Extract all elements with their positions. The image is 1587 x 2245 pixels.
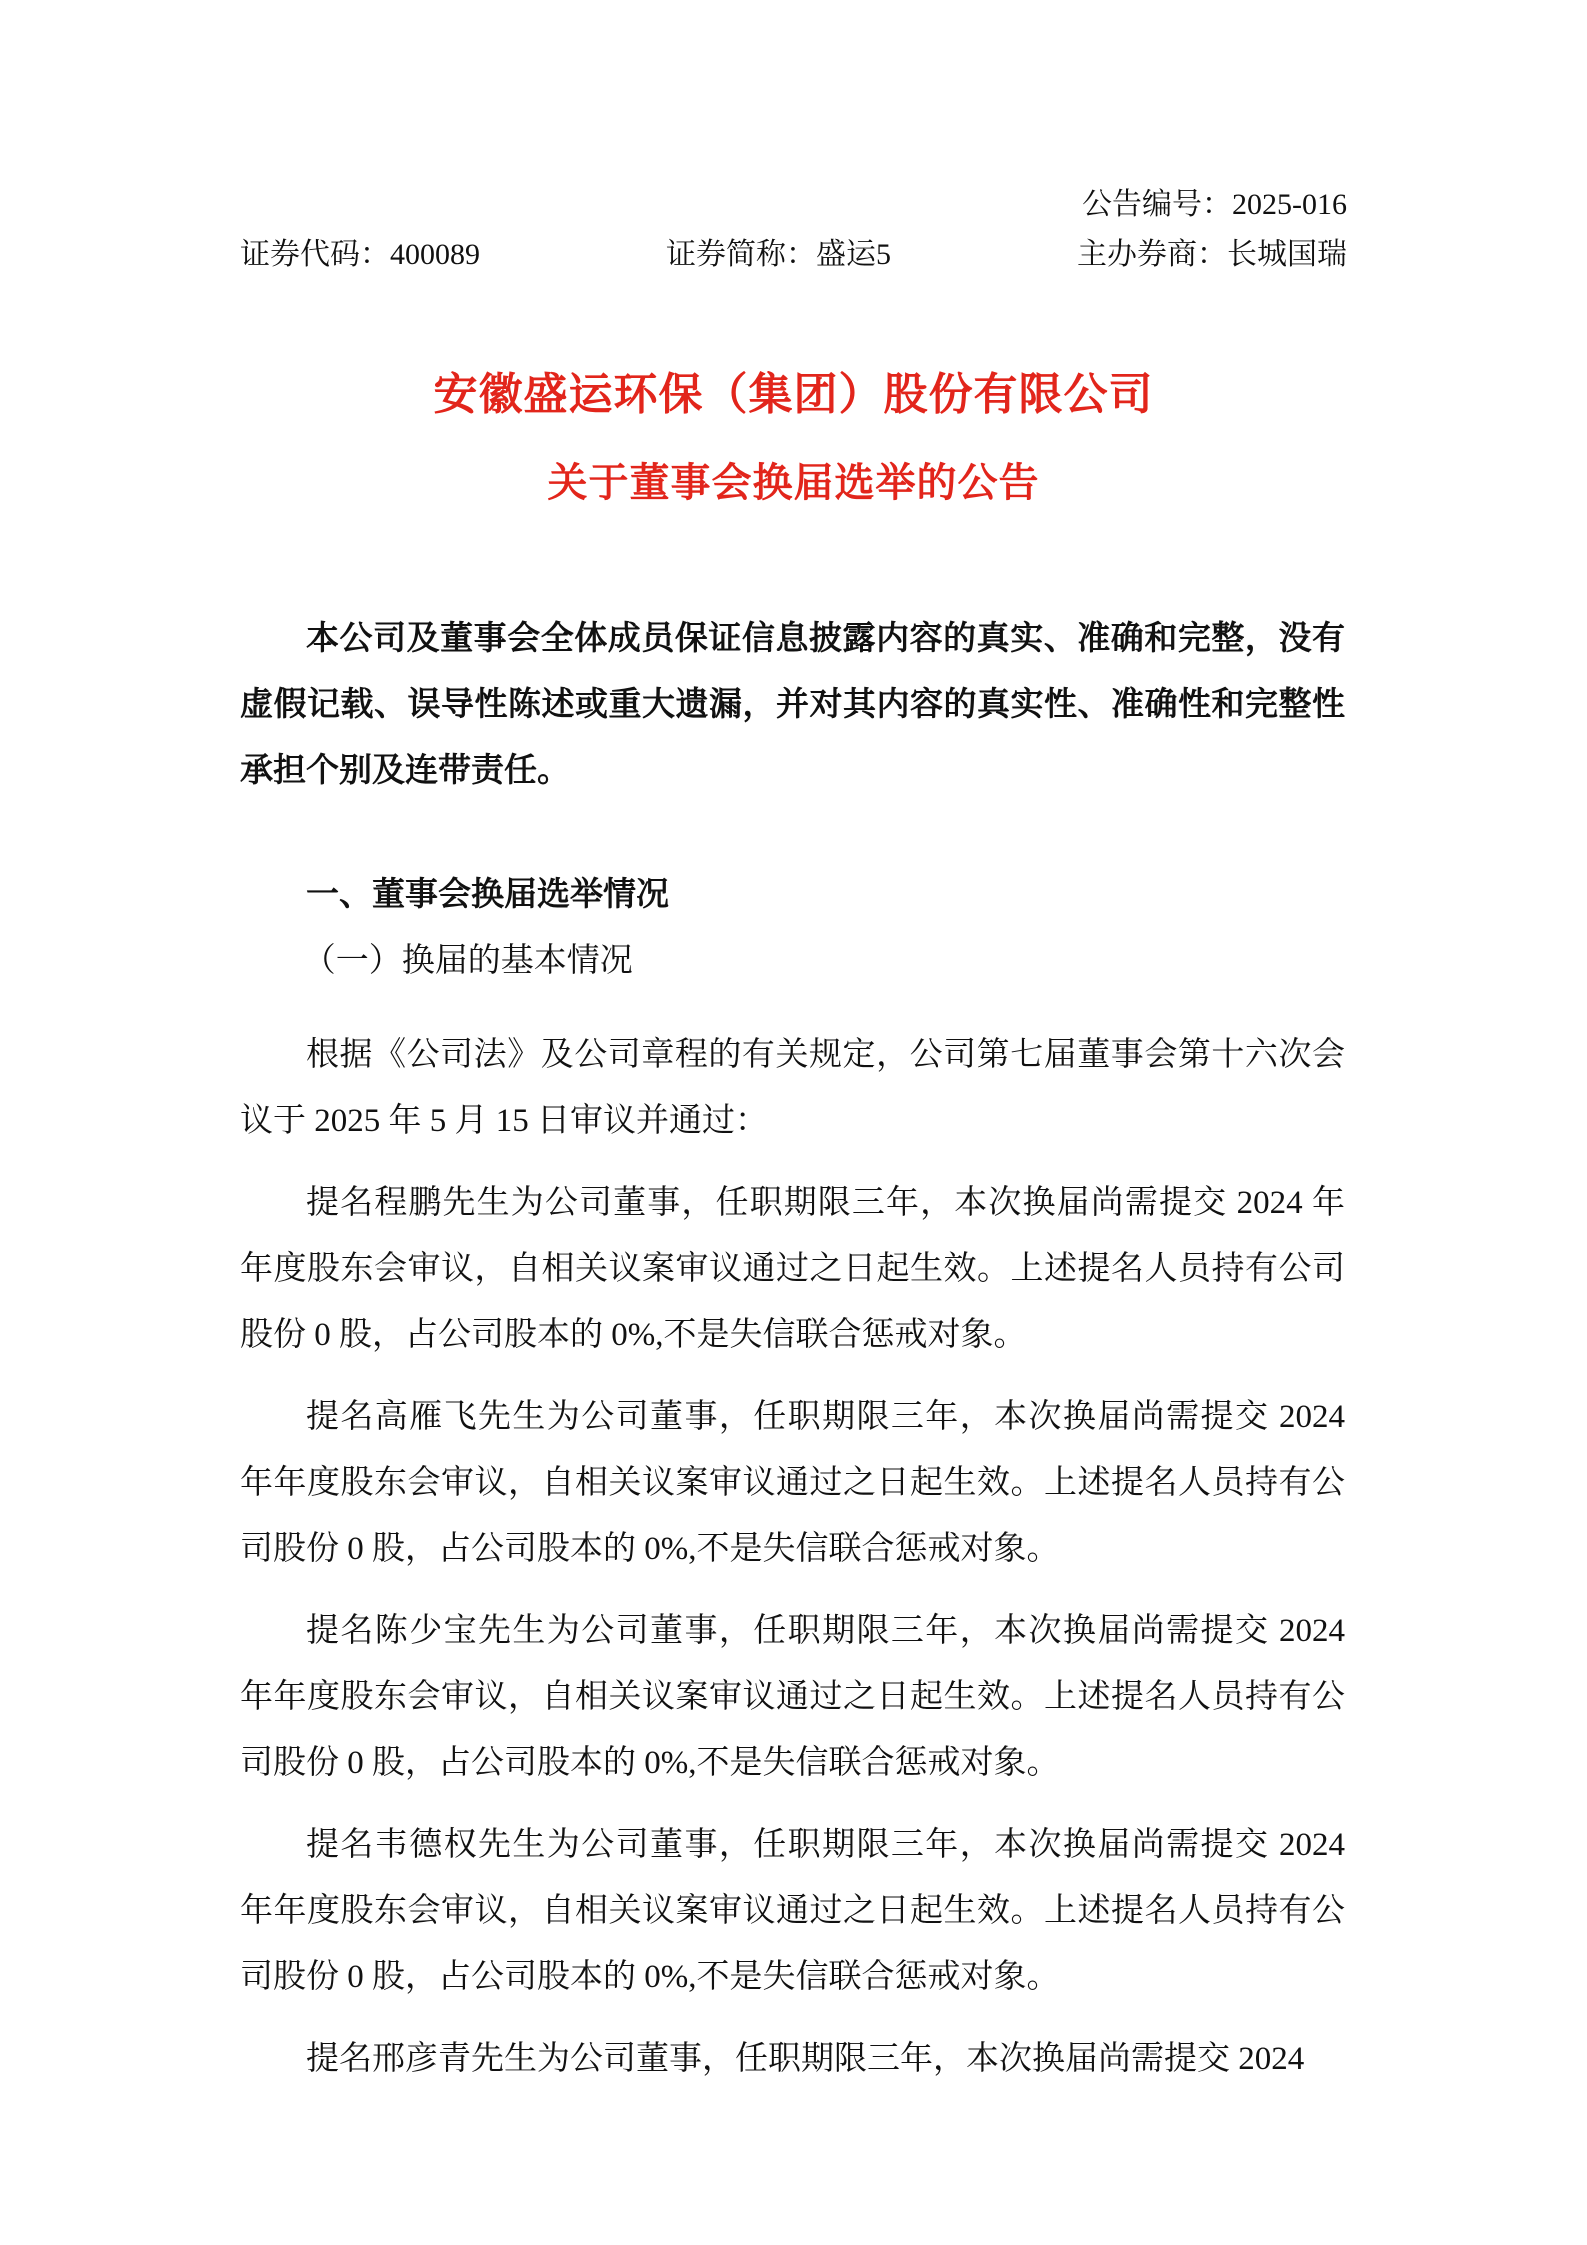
- subsection-1-1-heading: （一）换届的基本情况: [302, 943, 633, 979]
- securities-abbreviation: 证券简称：盛运5: [666, 238, 891, 271]
- paragraph-resolution-intro: 根据《公司法》及公司章程的有关规定，公司第七届董事会第十六次会议于 2025 年 5 月 15 日审议并通过：: [240, 1037, 1345, 1139]
- disclaimer-paragraph: 本公司及董事会全体成员保证信息披露内容的真实、准确和完整，没有虚假记载、误导性陈述或重大遗漏，并对其内容的真实性、准确性和完整性承担个别及连带责任。: [240, 621, 1345, 789]
- paragraph-nominee-gaoyanfei: 提名高雁飞先生为公司董事，任职期限三年，本次换届尚需提交 2024 年年度股东会审议，自相关议案审议通过之日起生效。上述提名人员持有公司股份 0 股，占公司股本的 0%,不是失信联合惩戒对象。: [240, 1399, 1345, 1567]
- document-header: [0, 0, 1587, 275]
- securities-meta-row: [240, 235, 1347, 275]
- paragraph-nominee-chenshaobao: 提名陈少宝先生为公司董事，任职期限三年，本次换届尚需提交 2024 年年度股东会审议，自相关议案审议通过之日起生效。上述提名人员持有公司股份 0 股，占公司股本的 0%,不是失信联合惩戒对象。: [240, 1613, 1345, 1781]
- announcement-number: 公告编号：2025-016: [1082, 188, 1347, 221]
- title-block: [0, 370, 1587, 506]
- paragraph-nominee-xingyanqing: 提名邢彦青先生为公司董事，任职期限三年，本次换届尚需提交 2024: [306, 2041, 1305, 2077]
- announcement-title: 关于董事会换届选举的公告: [547, 460, 1040, 505]
- paragraph-nominee-weidequan: 提名韦德权先生为公司董事，任职期限三年，本次换届尚需提交 2024 年年度股东会审议，自相关议案审议通过之日起生效。上述提名人员持有公司股份 0 股，占公司股本的 0%,不是失信联合惩戒对象。: [240, 1827, 1345, 1995]
- sponsor-broker: 主办券商：长城国瑞: [1077, 238, 1347, 271]
- section-1-heading: 一、董事会换届选举情况: [306, 877, 669, 913]
- securities-code: 证券代码：400089: [240, 238, 480, 271]
- company-name-title: 安徽盛运环保（集团）股份有限公司: [433, 370, 1154, 419]
- paragraph-nominee-chengpeng: 提名程鹏先生为公司董事，任职期限三年，本次换届尚需提交 2024 年年度股东会审议，自相关议案审议通过之日起生效。上述提名人员持有公司股份 0 股，占公司股本的 0%,不是失信联合惩戒对象。: [240, 1185, 1345, 1353]
- document-body: [0, 606, 1587, 2092]
